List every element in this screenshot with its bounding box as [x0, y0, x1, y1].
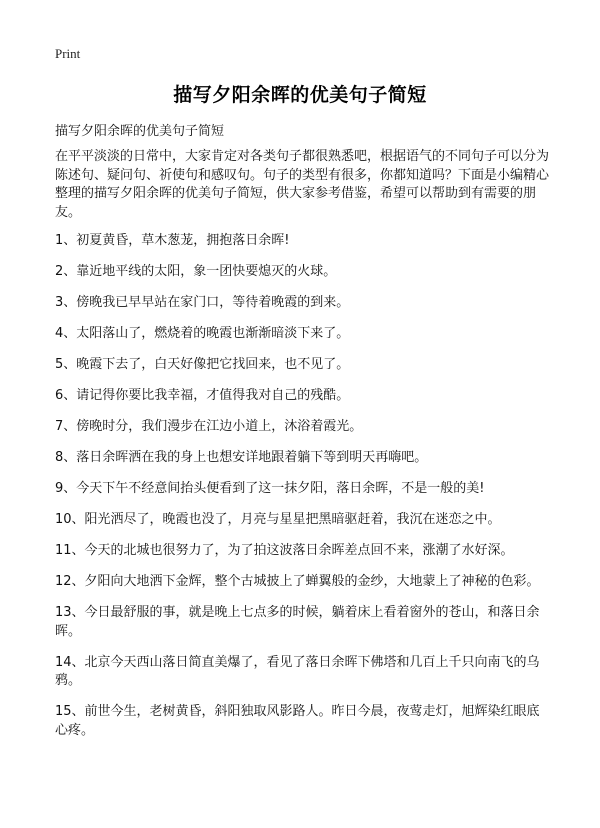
list-item: 11、今天的北城也很努力了，为了拍这波落日余晖差点回不来，涨潮了水好深。: [55, 543, 514, 558]
document-subtitle: 描写夕阳余晖的优美句子简短: [55, 124, 225, 139]
list-item: 1、初夏黄昏，草木葱茏，拥抱落日余晖!: [55, 233, 290, 248]
sentence-list: [55, 232, 550, 753]
list-item: 9、今天下午不经意间抬头便看到了这一抹夕阳，落日余晖，不是一般的美!: [55, 481, 485, 496]
list-item: 3、傍晚我已早早站在家门口，等待着晚霞的到来。: [55, 295, 350, 310]
list-item: 13、今日最舒服的事，就是晚上七点多的时候，躺着床上看着窗外的苍山，和落日余晖。: [55, 605, 540, 639]
list-item: 2、靠近地平线的太阳，象一团快要熄灭的火球。: [55, 264, 337, 279]
page-title: 描写夕阳余晖的优美句子简短: [173, 84, 427, 106]
print-link[interactable]: Print: [55, 46, 81, 61]
list-item: 12、夕阳向大地洒下金辉，整个古城披上了蝉翼般的金纱，大地蒙上了神秘的色彩。: [55, 574, 540, 589]
list-item: 5、晚霞下去了，白天好像把它找回来，也不见了。: [55, 357, 350, 372]
intro-paragraph: 在平平淡淡的日常中，大家肯定对各类句子都很熟悉吧，根据语气的不同句子可以分为陈述句、疑问句、祈使句和感叹句。句子的类型有很多，你都知道吗？下面是小编精心整理的描写夕阳余晖的优美句子简短，供大家参考借鉴，希望可以帮助到有需要的朋友。: [55, 149, 550, 220]
list-item: 10、阳光洒尽了，晚霞也没了，月亮与星星把黑暗驱赶着，我沉在迷恋之中。: [55, 512, 501, 527]
list-item: 6、请记得你要比我幸福，才值得我对自己的残酷。: [55, 388, 350, 403]
list-item: 7、傍晚时分，我们漫步在江边小道上，沐浴着霞光。: [55, 419, 363, 434]
list-item: 15、前世今生，老树黄昏，斜阳独取风影路人。昨日今晨，夜莺走灯，旭辉染红眼底心疼。: [55, 704, 540, 738]
list-item: 8、落日余晖洒在我的身上也想安详地跟着躺下等到明天再嗨吧。: [55, 450, 428, 465]
list-item: 4、太阳落山了，燃烧着的晚霞也渐渐暗淡下来了。: [55, 326, 350, 341]
list-item: 14、北京今天西山落日简直美爆了，看见了落日余晖下佛塔和几百上千只向南飞的乌鸦。: [55, 654, 540, 688]
